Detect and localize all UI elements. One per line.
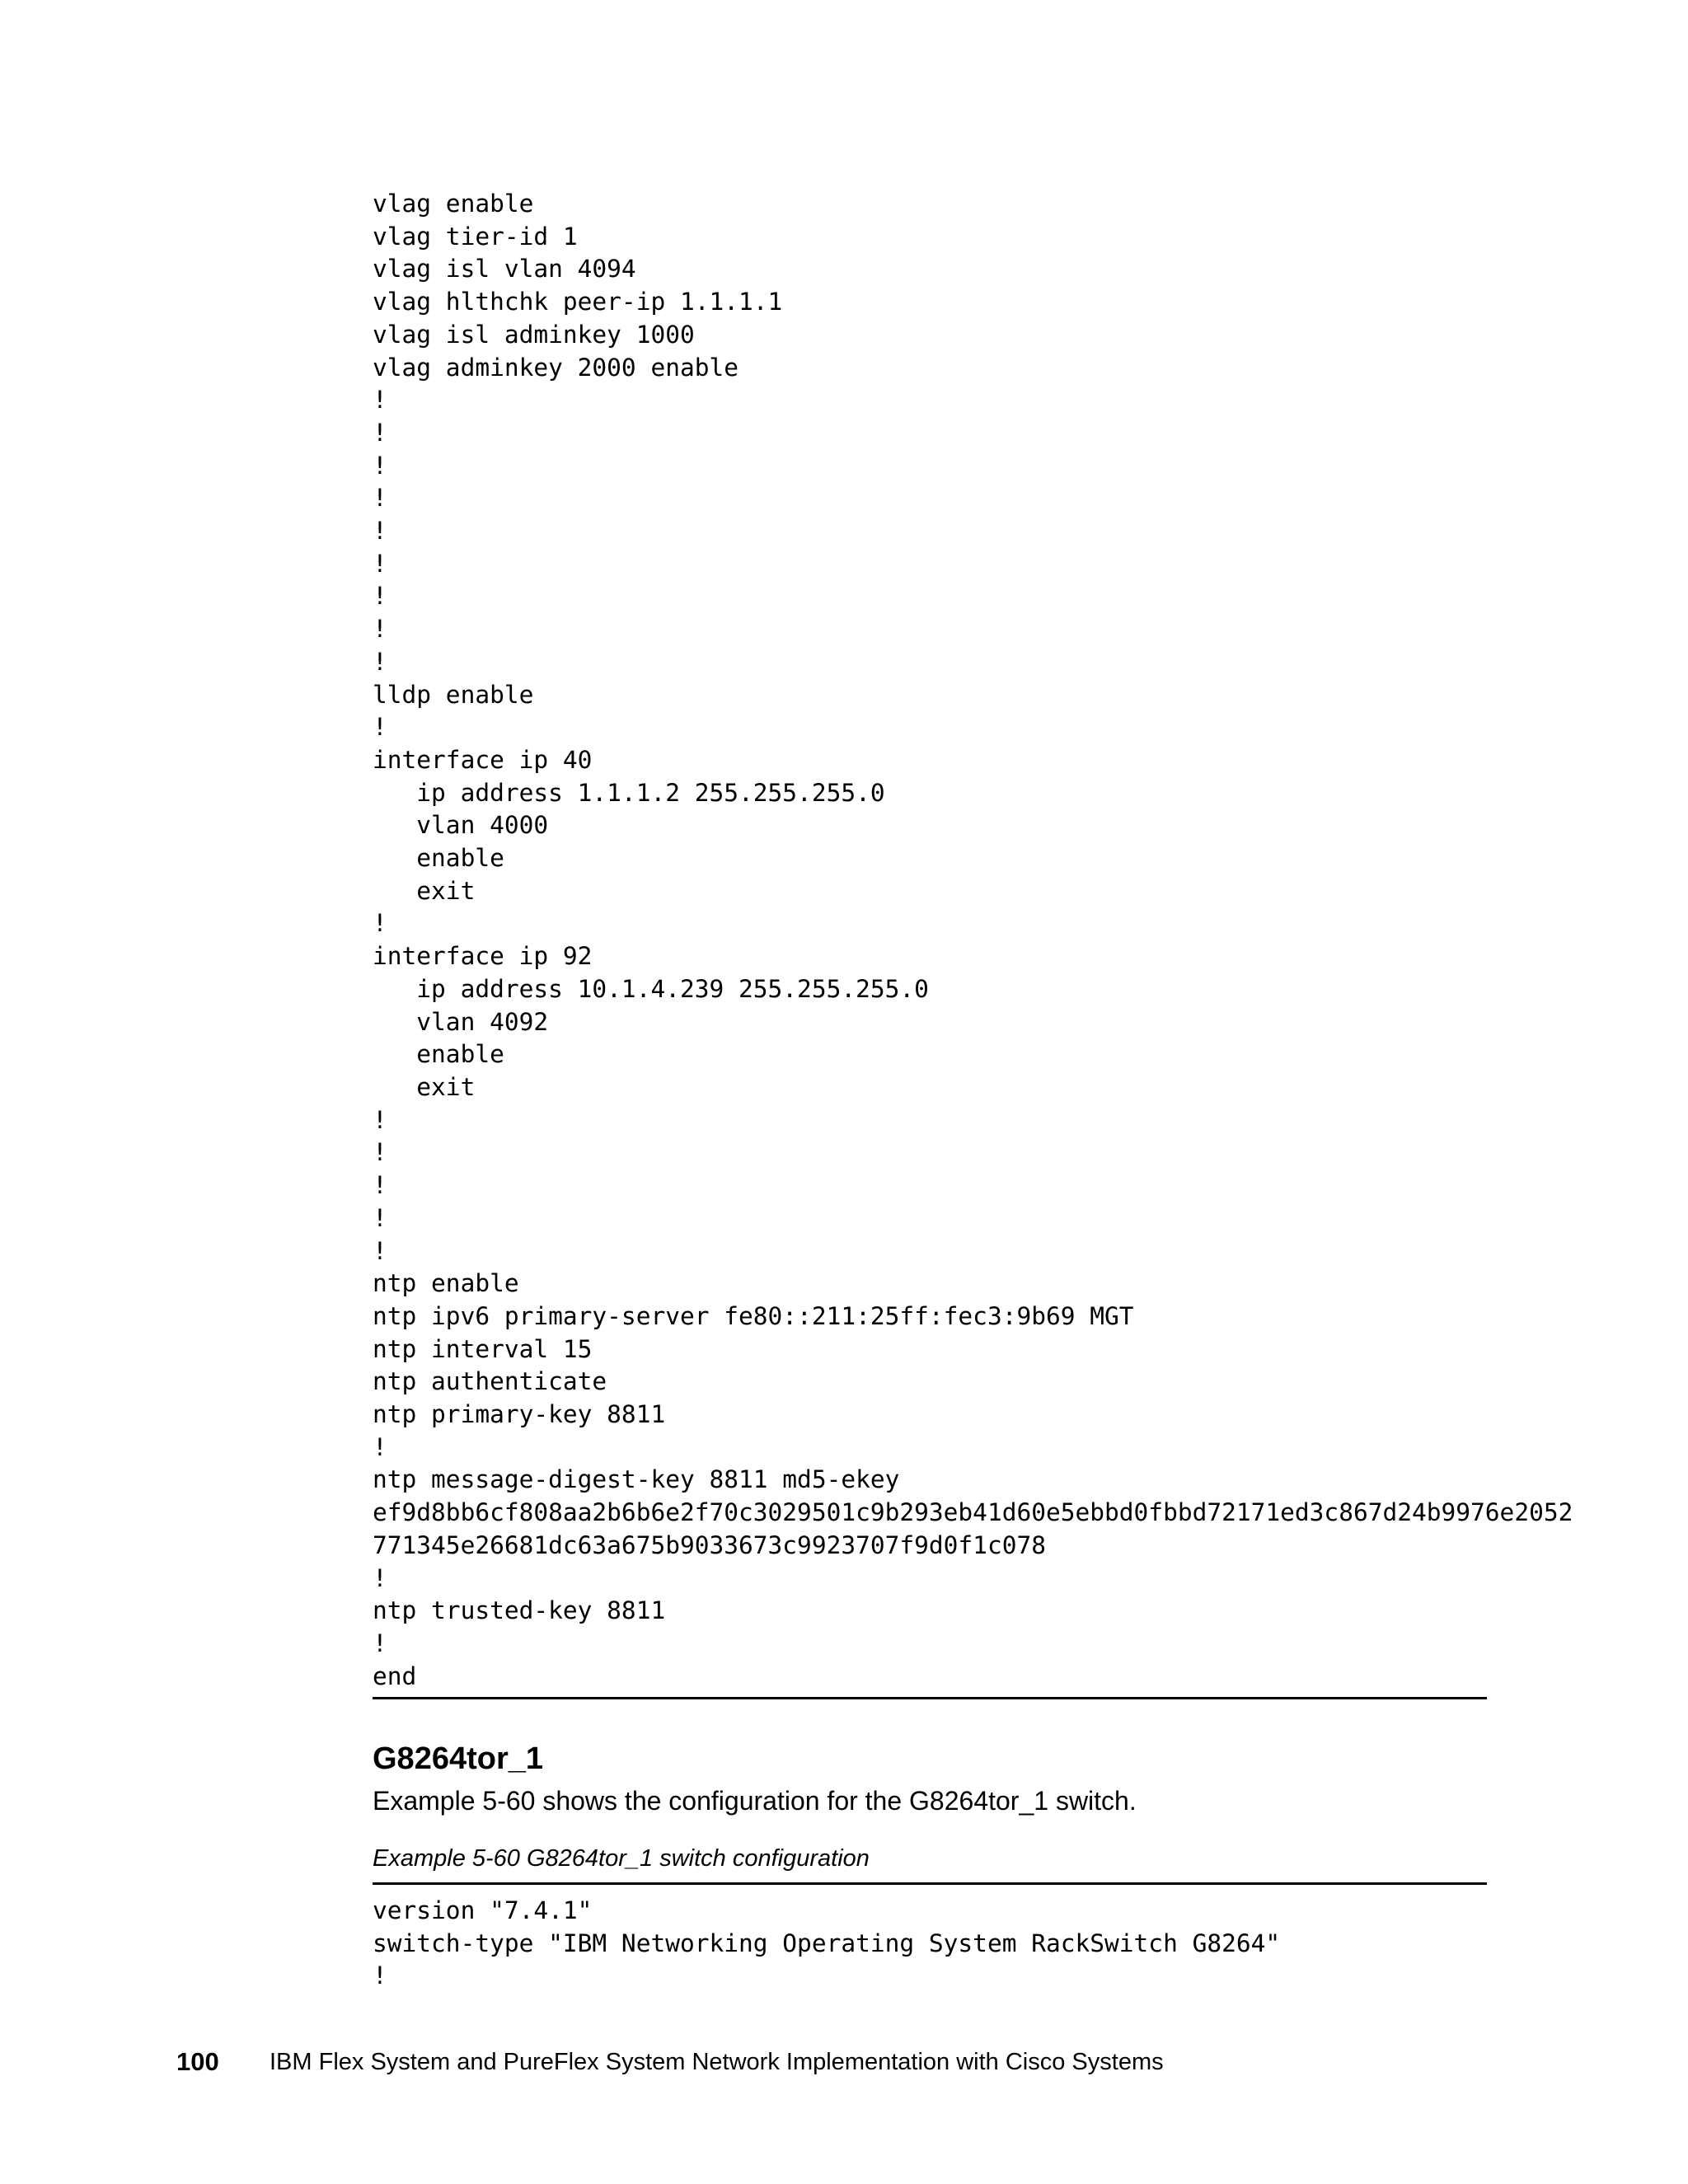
code-line: vlan 4092 (373, 1007, 549, 1036)
running-footer-title: IBM Flex System and PureFlex System Network Implementation with Cisco Systems (270, 2049, 1164, 2075)
code-line: ! (373, 418, 387, 447)
example-caption-rule (373, 1882, 1487, 1885)
code-line: vlag isl vlan 4094 (373, 255, 636, 284)
code-line: ntp ipv6 primary-server fe80::211:25ff:fec3:9b69 MGT (373, 1301, 1134, 1330)
code-line: version "7.4.1" (373, 1896, 593, 1924)
code-line: vlag tier-id 1 (373, 222, 578, 251)
page-number: 100 (176, 2047, 219, 2076)
code-line: interface ip 40 (373, 745, 593, 774)
code-line: ! (373, 1203, 387, 1232)
code-line: ! (373, 909, 387, 938)
section-intro-text: Example 5-60 shows the configuration for the G8264tor_1 switch. (373, 1786, 1137, 1816)
code-line: ! (373, 1138, 387, 1167)
code-line: vlag adminkey 2000 enable (373, 353, 739, 382)
code-line: ip address 1.1.1.2 255.255.255.0 (373, 778, 885, 807)
code-line: ! (373, 1563, 387, 1592)
code-line: ip address 10.1.4.239 255.255.255.0 (373, 974, 929, 1003)
code-line: ! (373, 647, 387, 676)
code-line: ntp message-digest-key 8811 md5-ekey (373, 1465, 900, 1494)
code-line: 771345e26681dc63a675b9033673c9923707f9d0f1c078 (373, 1530, 1046, 1559)
code-line: vlag isl adminkey 1000 (373, 320, 695, 349)
code-line: end (373, 1661, 417, 1690)
code-line: ! (373, 582, 387, 611)
code-line: vlag enable (373, 190, 534, 218)
code-line: ! (373, 484, 387, 513)
code-line: ! (373, 1171, 387, 1200)
code-line: ! (373, 1236, 387, 1265)
code-line: ! (373, 1629, 387, 1657)
code-listing-top (373, 188, 1573, 1693)
code-line: ntp trusted-key 8811 (373, 1596, 666, 1625)
code-line: enable (373, 1040, 504, 1069)
code-line: enable (373, 844, 504, 873)
code-line: ! (373, 1961, 387, 1990)
code-line: ntp enable (373, 1269, 519, 1298)
code-line: ! (373, 1105, 387, 1134)
code-line: ntp interval 15 (373, 1334, 593, 1363)
code-line: ! (373, 713, 387, 742)
code-line: ! (373, 549, 387, 578)
code-line: vlan 4000 (373, 811, 549, 840)
code-line: interface ip 92 (373, 942, 593, 971)
code-line: switch-type "IBM Networking Operating System RackSwitch G8264" (373, 1929, 1281, 1957)
code-line: ! (373, 517, 387, 546)
code-listing-bottom (373, 1895, 1280, 1993)
code-line: ! (373, 615, 387, 644)
code-line: lldp enable (373, 680, 534, 709)
code-line: vlag hlthchk peer-ip 1.1.1.1 (373, 288, 783, 316)
code-line: exit (373, 876, 476, 905)
code-line: ! (373, 451, 387, 480)
example-end-rule (373, 1697, 1487, 1699)
example-caption: Example 5-60 G8264tor_1 switch configuration (373, 1845, 870, 1872)
code-line: ntp primary-key 8811 (373, 1400, 666, 1429)
code-line: exit (373, 1072, 476, 1101)
code-line: ntp authenticate (373, 1367, 607, 1396)
code-line: ! (373, 1432, 387, 1461)
section-heading: G8264tor_1 (373, 1741, 544, 1776)
code-line: ! (373, 386, 387, 415)
code-line: ef9d8bb6cf808aa2b6b6e2f70c3029501c9b293eb41d60e5ebbd0fbbd72171ed3c867d24b9976e2052 (373, 1498, 1573, 1527)
